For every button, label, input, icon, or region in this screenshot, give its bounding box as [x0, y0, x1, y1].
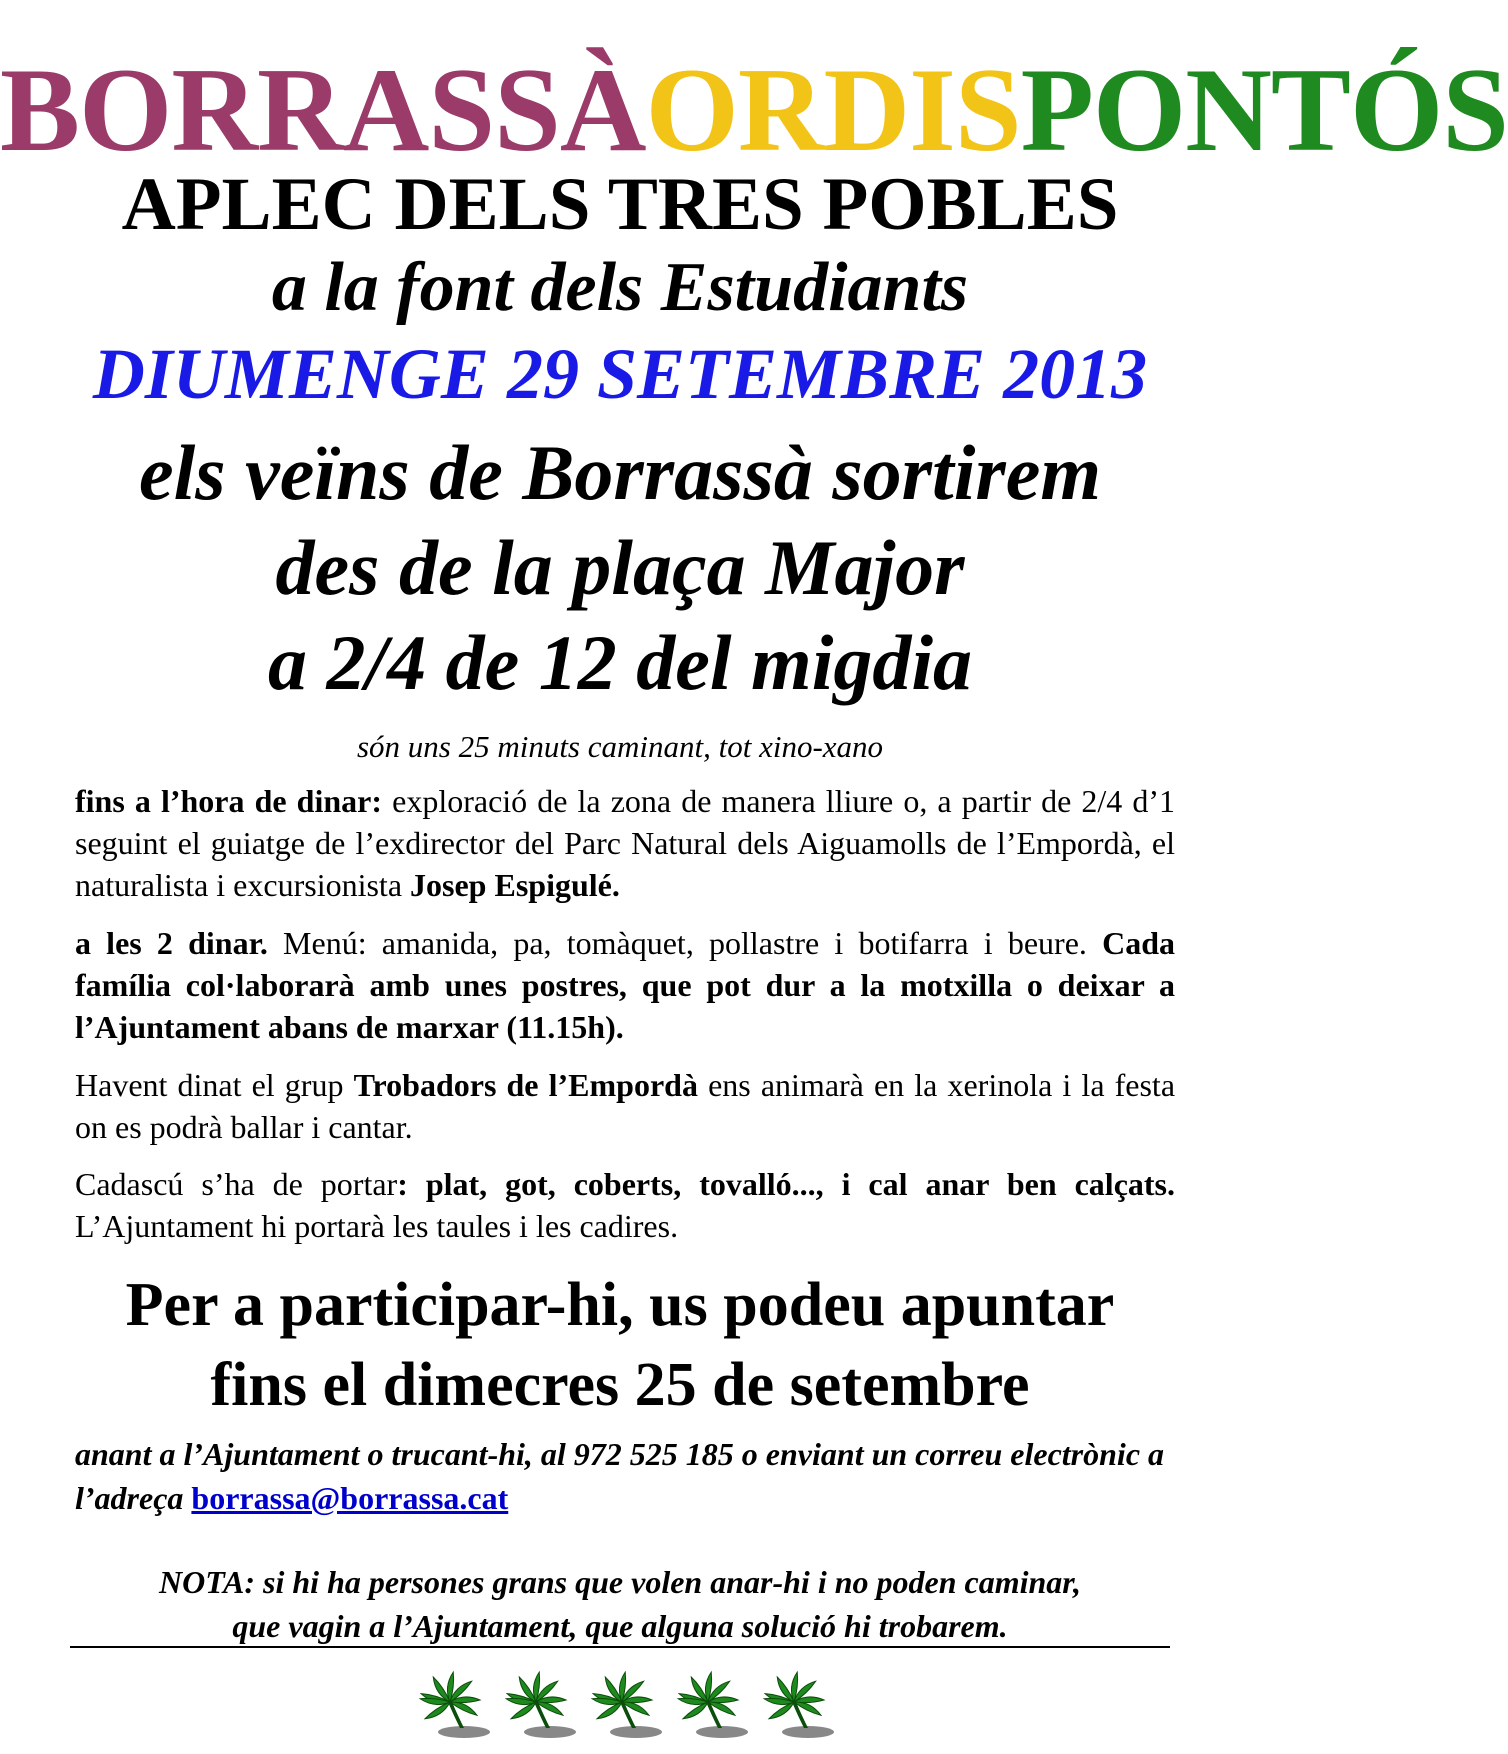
paragraph-bring-items [75, 1163, 1175, 1247]
paragraph-lunch-time [75, 780, 1175, 906]
palm-tree-icon [592, 1672, 662, 1738]
note-line-2: que vagin a l’Ajuntament, que alguna solució hi trobarem. [232, 1608, 1008, 1644]
departure-line-3: a 2/4 de 12 del migdia [267, 619, 973, 706]
para1-text: exploració de la zona de manera lliure o, a partir de 2/4 d’1 seguint el guiatge de l’exdirector del Parc Natural dels Aiguamolls de l’Empordà, el naturalista i excursionista [75, 783, 1176, 903]
palm-row [410, 1672, 840, 1742]
contact-info [75, 1432, 1175, 1520]
note-block [0, 1560, 1240, 1648]
town-ordis: ORDIS [645, 43, 1021, 176]
paragraph-lunch-menu [75, 922, 1175, 1048]
event-date: DIUMENGE 29 SETEMBRE 2013 [92, 334, 1148, 414]
departure-line-1: els veïns de Borrassà sortirem [138, 429, 1102, 516]
towns-title [0, 40, 1508, 180]
palm-tree-icon [678, 1672, 748, 1738]
event-place: a la font dels Estudiants [271, 249, 969, 326]
para1-guide-name: Josep Espigulé. [410, 867, 620, 903]
palm-tree-icon [764, 1672, 834, 1738]
para3-text-2: ens animarà en la xerinola i la festa on es podrà ballar i cantar. [75, 1067, 1176, 1145]
palm-tree-icon [506, 1672, 576, 1738]
event-subtitle: APLEC DELS TRES POBLES [121, 163, 1119, 246]
town-pontos: PONTÓS [1020, 43, 1508, 176]
para4-items: : plat, got, coberts, tovalló..., i cal anar ben calçats. [397, 1166, 1176, 1202]
para4-text: Cadascú s’ha de portar [75, 1166, 398, 1202]
para2-text: Menú: amanida, pa, tomàquet, pollastre i botifarra i beure. [267, 925, 1103, 961]
para1-lead: fins a l’hora de dinar: [75, 783, 383, 819]
para3-group-name: Trobadors de l’Empordà [353, 1067, 698, 1103]
palm-tree-icon [420, 1672, 490, 1738]
para2-desserts: Cada família col·laborarà amb unes postres, que pot dur a la motxilla o deixar a l’Ajuntament abans de marxar (11.15h). [75, 925, 1176, 1045]
walk-note: són uns 25 minuts caminant, tot xino-xano [356, 729, 884, 764]
bottom-rule [70, 1646, 1170, 1648]
signup-line-1: Per a participar-hi, us podeu apuntar [125, 1271, 1115, 1339]
contact-text: anant a l’Ajuntament o trucant-hi, al 972 525 185 o enviant un correu electrònic a l’adreça [75, 1436, 1165, 1516]
para3-text: Havent dinat el grup [75, 1067, 354, 1103]
signup-line-2: fins el dimecres 25 de setembre [210, 1351, 1030, 1419]
town-borrassa: BORRASSÀ [0, 43, 646, 176]
paragraph-after-lunch [75, 1064, 1175, 1148]
departure-line-2: des de la plaça Major [275, 524, 965, 611]
para2-lead: a les 2 dinar. [75, 925, 268, 961]
email-link[interactable]: borrassa@borrassa.cat [191, 1480, 509, 1516]
para4-text-2: L’Ajuntament hi portarà les taules i les cadires. [75, 1208, 679, 1244]
note-line-1: NOTA: si hi ha persones grans que volen anar-hi i no poden caminar, [159, 1564, 1081, 1600]
